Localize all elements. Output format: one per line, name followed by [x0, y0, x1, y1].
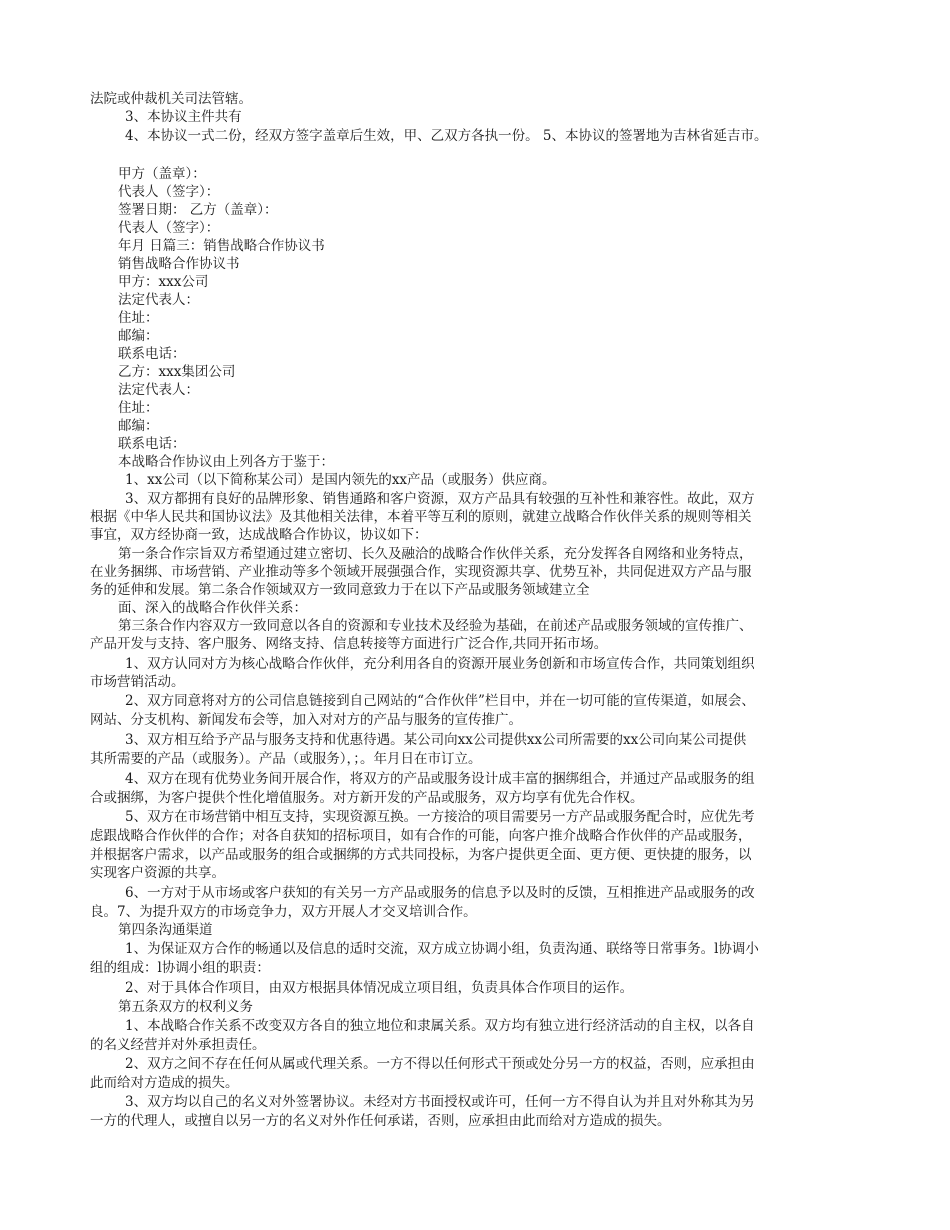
text-line: 1、双方认同对方为核心战略合作伙伴，充分利用各自的资源开展业务创新和市场宣传合作，共同策划组织: [125, 656, 755, 672]
text-line: 3、本协议主件共有: [125, 109, 242, 125]
text-line: 联系电话：: [118, 436, 186, 452]
text-line: 6、一方对于从市场或客户获知的有关另一方产品或服务的信息予以及时的反馈，互相推进产品或服务的改: [125, 885, 755, 901]
text-line: 2、对于具体合作项目，由双方根据具体情况成立项目组，负责具体合作项目的运作。: [125, 980, 634, 996]
text-line: 年月 日篇三：销售战略合作协议书: [118, 238, 325, 254]
text-line: 5、双方在市场营销中相互支持，实现资源互换。一方接洽的项目需要另一方产品或服务配合时，应优先考: [125, 809, 755, 825]
text-line: 虑跟战略合作伙伴的合作；对各自获知的招标项目，如有合作的可能，向客户推介战略合作伙伴的产品或服务，: [90, 828, 752, 844]
text-line: 3、双方都拥有良好的品牌形象、销售通路和客户资源，双方产品具有较强的互补性和兼容性。故此，双方: [125, 491, 755, 507]
text-line: 1、本战略合作关系不改变双方各自的独立地位和隶属关系。双方均有独立进行经济活动的自主权，以各自: [125, 1018, 755, 1034]
text-line: 1、xx公司（以下简称某公司）是国内领先的xx产品（或服务）供应商。: [125, 472, 556, 488]
text-line: 网站、分支机构、新闻发布会等，加入对对方的产品与服务的宣传推广。: [90, 712, 522, 728]
text-line: 邮编：: [118, 328, 159, 344]
text-line: 4、本协议一式二份，经双方签字盖章后生效，甲、乙双方各执一份。 5、本协议的签署地为吉林省延吉市。: [125, 128, 768, 144]
text-line: 市场营销活动。: [90, 674, 185, 690]
text-line: 第一条合作宗旨双方希望通过建立密切、长久及融洽的战略合作伙伴关系，充分发挥各自网络和业务特点，: [118, 546, 753, 562]
text-line: 在业务捆绑、市场营销、产业推动等多个领域开展强强合作，实现资源共享、优势互补，共同促进双方产品与服: [90, 564, 752, 580]
text-line: 甲方（盖章）：: [118, 166, 206, 182]
text-line: 此而给对方造成的损失。: [90, 1075, 239, 1091]
text-line: 4、双方在现有优势业务间开展合作，将双方的产品或服务设计成丰富的捆绑组合，并通过产品或服务的组: [125, 771, 755, 787]
text-line: 签署日期： 乙方（盖章）：: [118, 202, 278, 218]
text-line: 第五条双方的权利义务: [118, 999, 253, 1015]
text-line: 代表人（签字）：: [118, 220, 220, 236]
text-line: 实现客户资源的共享。: [90, 865, 225, 881]
text-line: 组的组成：l协调小组的职责：: [90, 960, 270, 976]
text-line: 面、深入的战略合作伙伴关系：: [118, 600, 307, 616]
text-line: 甲方：xxx公司: [118, 274, 209, 290]
text-line: 销售战略合作协议书: [118, 256, 240, 272]
text-line: 第四条沟通渠道: [118, 922, 213, 938]
text-line: 其所需要的产品（或服务）。产品（或服务），；。年月日在市订立。: [90, 751, 482, 767]
text-line: 法院或仲裁机关司法管辖。: [90, 91, 252, 107]
text-line: 务的延伸和发展。第二条合作领域双方一致同意致力于在以下产品或服务领域建立全: [90, 582, 590, 598]
text-line: 邮编：: [118, 418, 159, 434]
text-line: 法定代表人：: [118, 382, 199, 398]
text-line: 良。7、为提升双方的市场竞争力，双方开展人才交叉培训合作。: [90, 904, 477, 920]
text-line: 本战略合作协议由上列各方于鉴于：: [118, 454, 334, 470]
text-line: 并根据客户需求，以产品或服务的组合或捆绑的方式共同投标，为客户提供更全面、更方便、更快捷的服务，以: [90, 847, 752, 863]
text-line: 合或捆绑，为客户提供个性化增值服务。对方新开发的产品或服务，双方均享有优先合作权。: [90, 790, 644, 806]
text-line: 代表人（签字）：: [118, 184, 220, 200]
text-line: 3、双方相互给予产品与服务支持和优惠待遇。某公司向xx公司提供xx公司所需要的xx公司向某公司提供: [125, 732, 747, 748]
text-line: 法定代表人：: [118, 292, 199, 308]
text-line: 2、双方之间不存在任何从属或代理关系。一方不得以任何形式干预或处分另一方的权益，否则，应承担由: [125, 1056, 755, 1072]
text-line: 1、为保证双方合作的畅通以及信息的适时交流，双方成立协调小组，负责沟通、联络等日常事务。l协调小: [125, 941, 759, 957]
text-line: 联系电话：: [118, 346, 186, 362]
text-line: 第三条合作内容双方一致同意以各自的资源和专业技术及经验为基础，在前述产品或服务领域的宣传推广、: [118, 618, 753, 634]
text-line: 根据《中华人民共和国协议法》及其他相关法律，本着平等互利的原则，就建立战略合作伙伴关系的规则等相关: [90, 509, 752, 525]
text-line: 住址：: [118, 310, 159, 326]
text-line: 乙方：xxx集团公司: [118, 364, 236, 380]
text-line: 一方的代理人，或擅自以另一方的名义对外作任何承诺，否则，应承担由此而给对方造成的损失。: [90, 1113, 671, 1129]
text-line: 事宜，双方经协商一致，达成战略合作协议，协议如下：: [90, 527, 428, 543]
text-line: 3、双方均以自己的名义对外签署协议。未经对方书面授权或许可，任何一方不得自认为并且对外称其为另: [125, 1094, 755, 1110]
text-line: 产品开发与支持、客户服务、网络支持、信息转接等方面进行广泛合作,共同开拓市场。: [90, 636, 608, 652]
text-line: 住址：: [118, 400, 159, 416]
text-line: 的名义经营并对外承担责任。: [90, 1037, 266, 1053]
text-line: 2、双方同意将对方的公司信息链接到自己网站的“合作伙伴”栏目中，并在一切可能的宣传渠道，如展会、: [125, 693, 755, 709]
